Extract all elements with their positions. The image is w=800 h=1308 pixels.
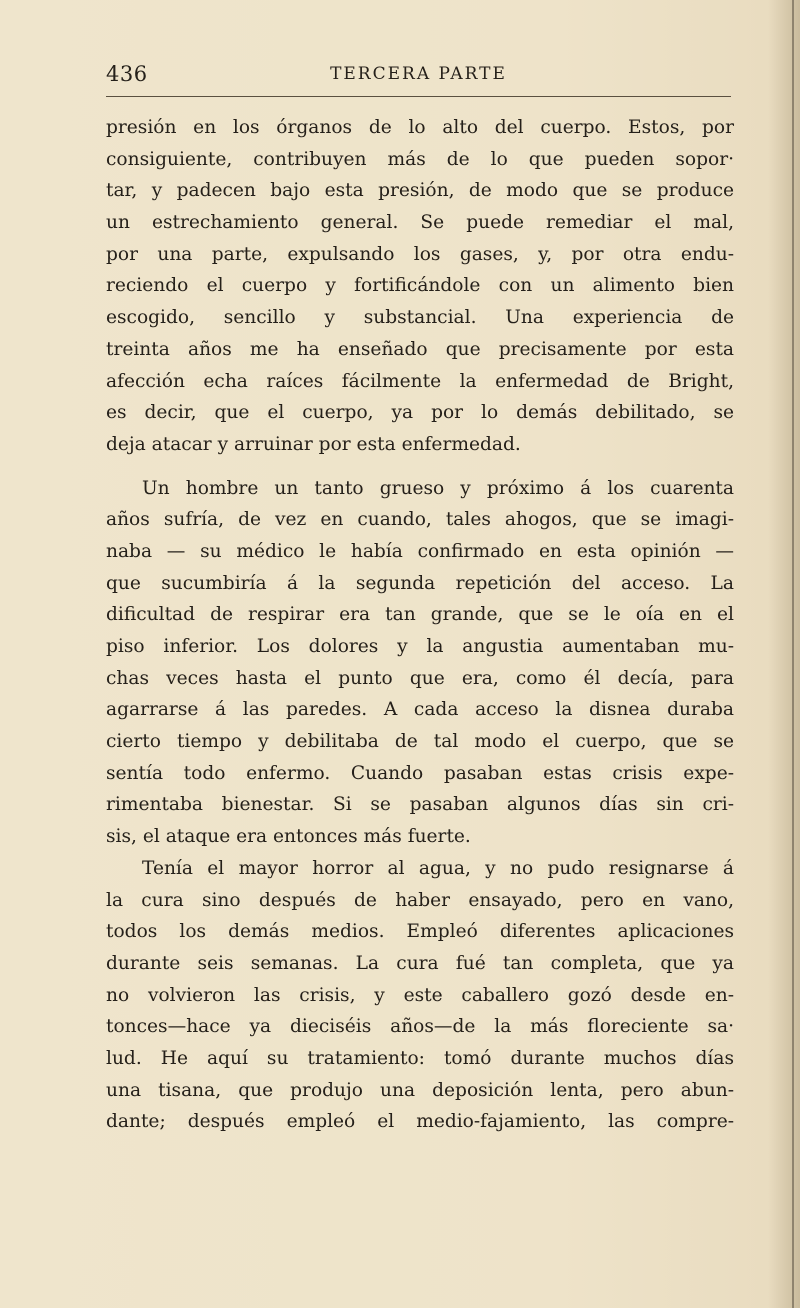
text-line: un estrechamiento general. Se puede remediar el mal, bbox=[106, 212, 734, 234]
text-line: tonces—hace ya dieciséis años—de la más floreciente sa· bbox=[106, 1016, 734, 1038]
text-line: años sufría, de vez en cuando, tales ahogos, que se imagi- bbox=[106, 509, 734, 531]
text-line: una tisana, que produjo una deposición lenta, pero abun- bbox=[106, 1079, 734, 1101]
text-line: consiguiente, contribuyen más de lo que pueden sopor· bbox=[106, 148, 734, 170]
running-head: TERCERA PARTE bbox=[330, 64, 507, 84]
text-line: durante seis semanas. La cura fué tan completa, que ya bbox=[106, 952, 734, 974]
text-line: piso inferior. Los dolores y la angustia aumentaban mu- bbox=[106, 636, 734, 657]
text-line: agarrarse á las paredes. A cada acceso la disnea duraba bbox=[106, 699, 734, 721]
paragraph-1 bbox=[106, 112, 734, 461]
text-line: rimentaba bienestar. Si se pasaban algunos días sin cri- bbox=[106, 794, 734, 816]
paragraph-2 bbox=[106, 473, 734, 853]
text-line: reciendo el cuerpo y fortificándole con un alimento bien bbox=[106, 275, 734, 297]
text-line: todos los demás medios. Empleó diferentes aplicaciones bbox=[106, 921, 734, 943]
text-line: afección echa raíces fácilmente la enfermedad de Bright, bbox=[106, 370, 734, 392]
text-line: deja atacar y arruinar por esta enfermedad. bbox=[106, 433, 521, 455]
text-line: por una parte, expulsando los gases, y, por otra endu- bbox=[106, 243, 734, 265]
text-line: presión en los órganos de lo alto del cuerpo. Estos, por bbox=[106, 117, 734, 138]
text-line: sis, el ataque era entonces más fuerte. bbox=[106, 826, 471, 848]
page-number: 436 bbox=[106, 62, 148, 86]
text-line: tar, y padecen bajo esta presión, de modo que se produce bbox=[106, 180, 734, 202]
text-line: naba — su médico le había confirmado en esta opinión — bbox=[106, 540, 734, 562]
text-line: sentía todo enfermo. Cuando pasaban estas crisis expe- bbox=[106, 762, 734, 784]
header-rule bbox=[106, 96, 731, 97]
page-edge-shadow bbox=[792, 0, 794, 1308]
text-line: dificultad de respirar era tan grande, que se le oía en el bbox=[106, 604, 734, 626]
text-line: es decir, que el cuerpo, ya por lo demás debilitado, se bbox=[106, 402, 734, 424]
body-text bbox=[106, 112, 734, 1138]
page-header bbox=[106, 58, 731, 98]
text-line: escogido, sencillo y substancial. Una experiencia de bbox=[106, 307, 734, 329]
text-line: Un hombre un tanto grueso y próximo á los cuarenta bbox=[142, 477, 734, 499]
text-line: no volvieron las crisis, y este caballero gozó desde en- bbox=[106, 984, 734, 1006]
text-line: dante; después empleó el medio-fajamiento, las compre- bbox=[106, 1111, 734, 1133]
text-line: treinta años me ha enseñado que precisamente por esta bbox=[106, 338, 734, 360]
text-line: lud. He aquí su tratamiento: tomó durante muchos días bbox=[106, 1047, 734, 1069]
text-line: Tenía el mayor horror al agua, y no pudo resignarse á bbox=[142, 857, 734, 879]
text-line: cierto tiempo y debilitaba de tal modo el cuerpo, que se bbox=[106, 731, 734, 753]
text-line: la cura sino después de haber ensayado, pero en vano, bbox=[106, 889, 734, 911]
text-line: chas veces hasta el punto que era, como él decía, para bbox=[106, 667, 734, 689]
paragraph-3 bbox=[106, 853, 734, 1138]
text-line: que sucumbiría á la segunda repetición del acceso. La bbox=[106, 572, 734, 594]
